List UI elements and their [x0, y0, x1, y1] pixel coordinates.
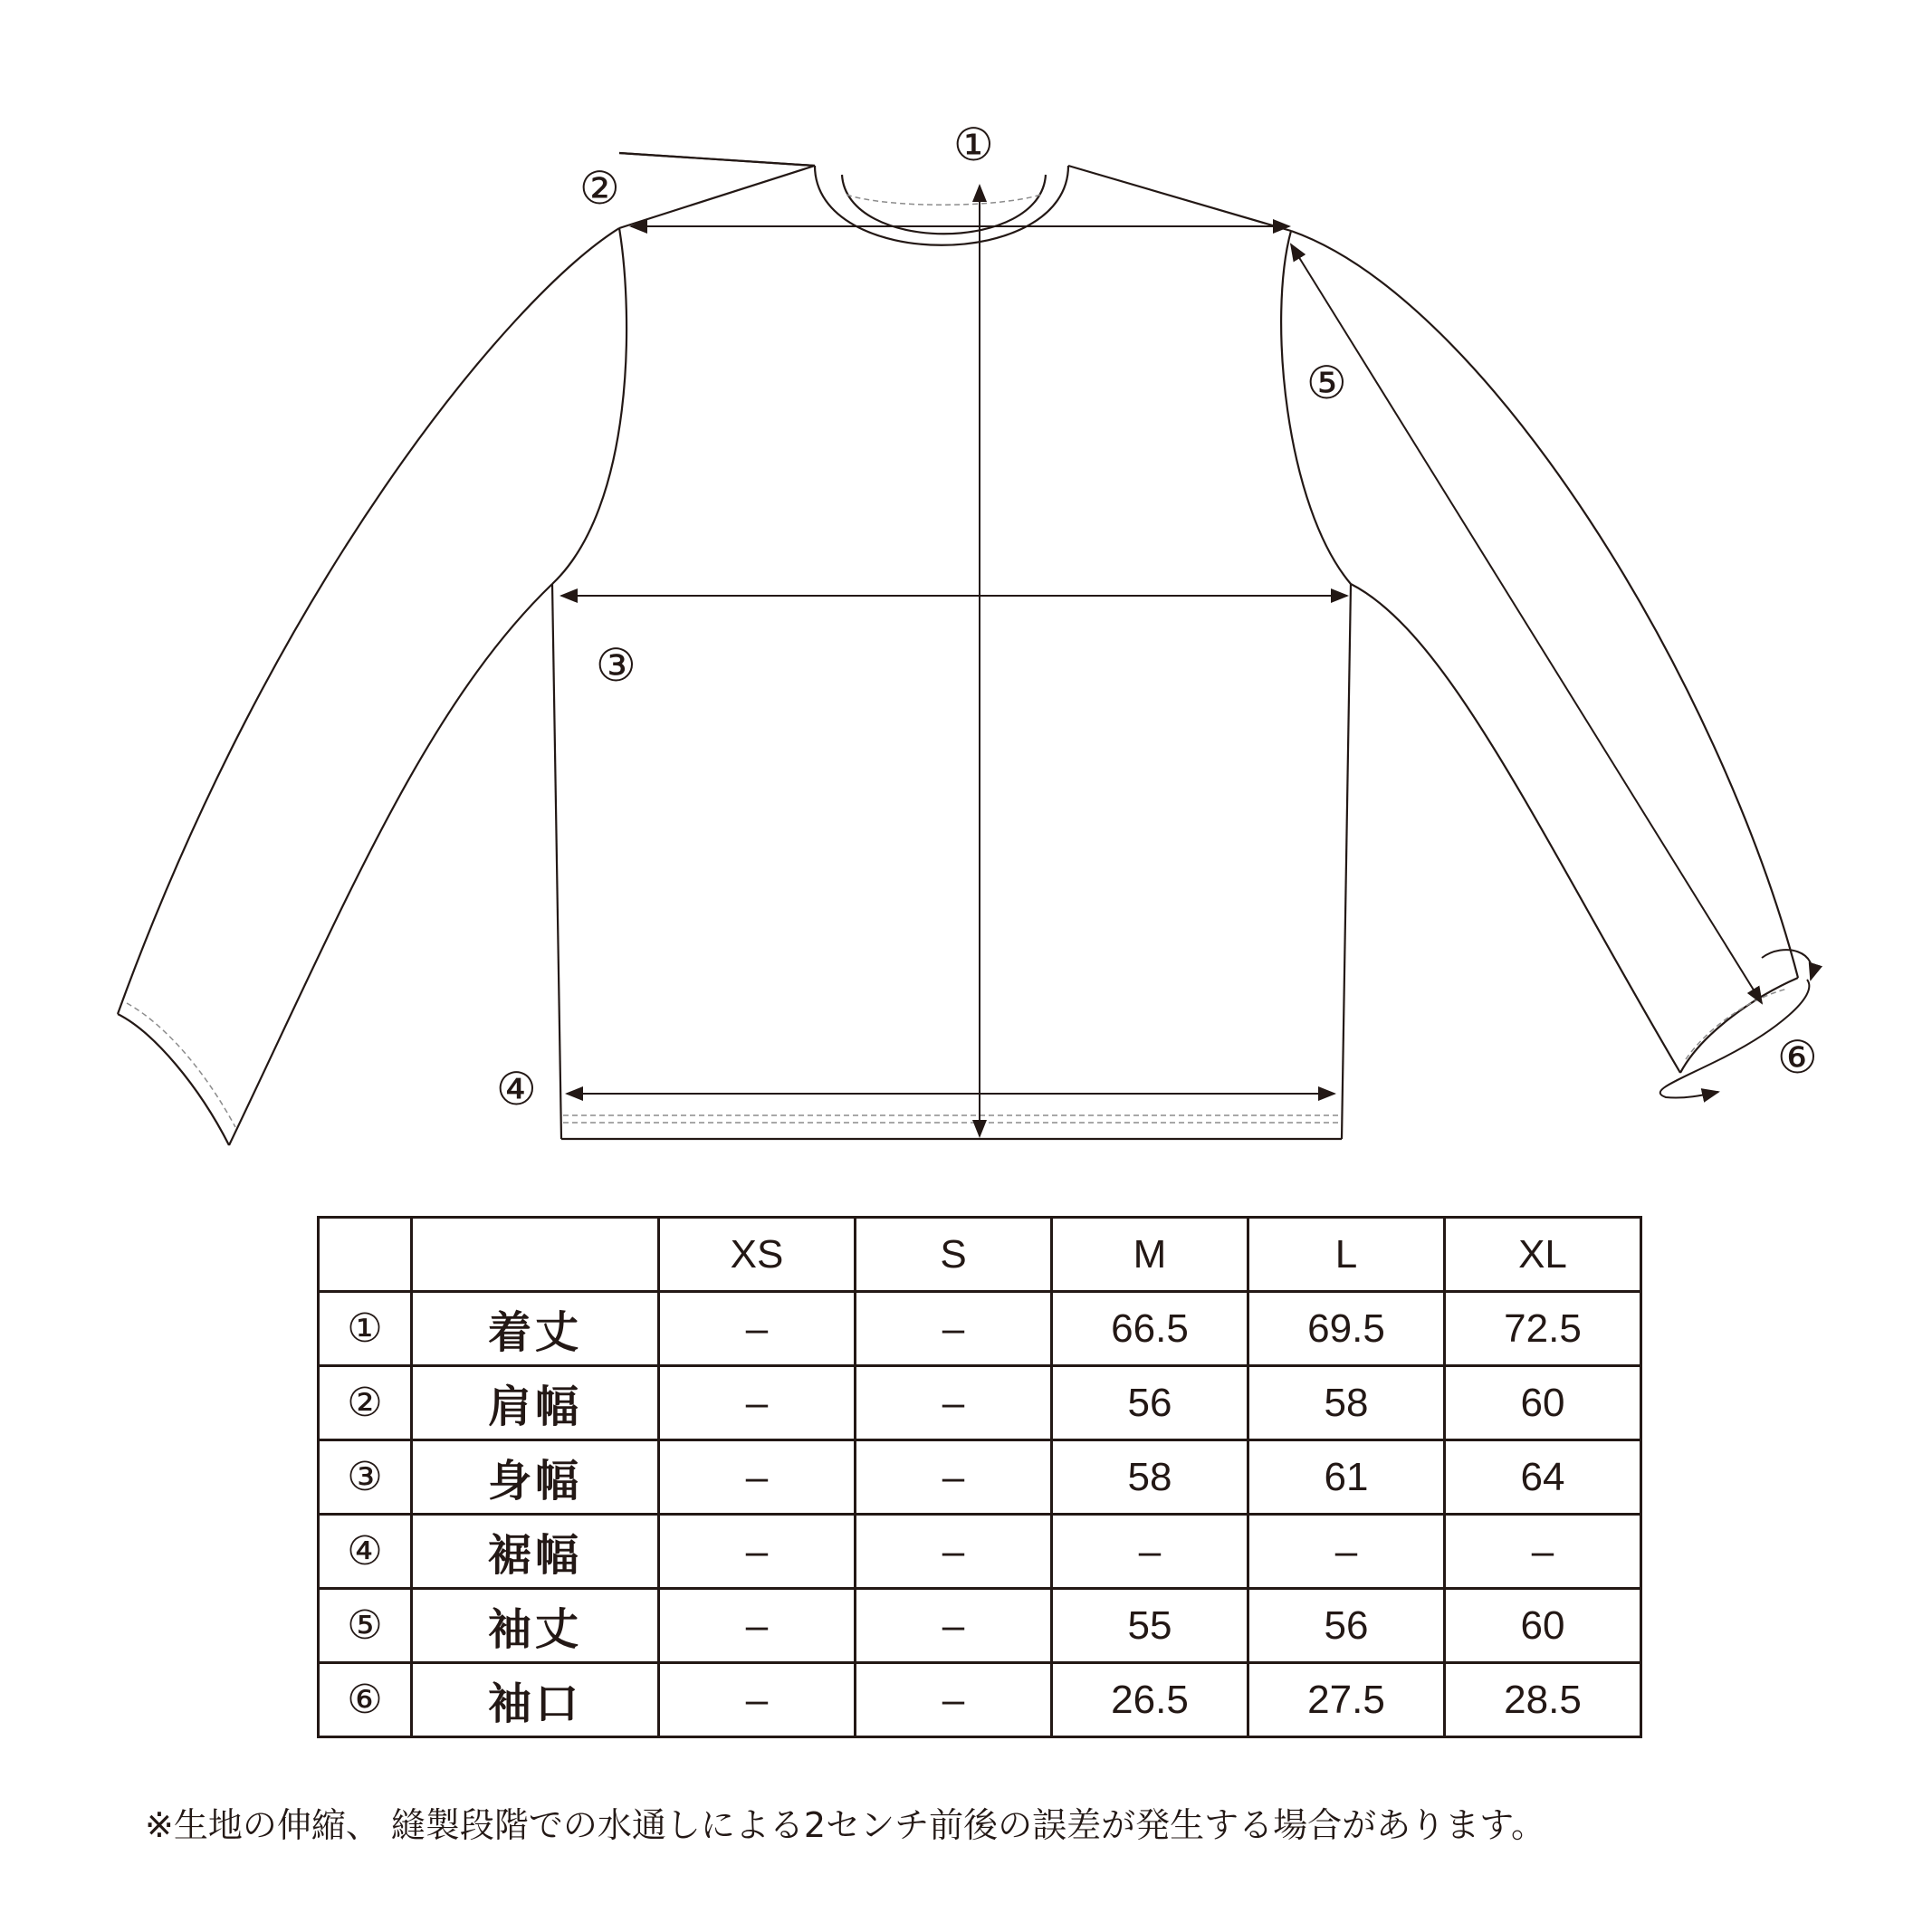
- cell-l: 58: [1248, 1366, 1445, 1440]
- table-row: [319, 1440, 1641, 1515]
- stitch-lines: [127, 195, 1788, 1127]
- row-number: ③: [319, 1440, 412, 1515]
- cell-m: 58: [1052, 1440, 1248, 1515]
- marker-6: ⑥: [1777, 1031, 1818, 1084]
- cell-s: –: [856, 1292, 1052, 1366]
- measure-arrows: [561, 186, 1812, 1136]
- cell-s: –: [856, 1589, 1052, 1663]
- table-row: [319, 1663, 1641, 1737]
- cell-l: –: [1248, 1515, 1445, 1589]
- cell-xs: –: [659, 1515, 856, 1589]
- marker-3: ③: [596, 639, 636, 692]
- cell-l: 56: [1248, 1589, 1445, 1663]
- row-label: 袖丈: [412, 1589, 659, 1663]
- cell-m: 55: [1052, 1589, 1248, 1663]
- size-table: [317, 1216, 1642, 1738]
- cell-s: –: [856, 1663, 1052, 1737]
- cell-xs: –: [659, 1366, 856, 1440]
- table-row: [319, 1589, 1641, 1663]
- marker-4: ④: [496, 1063, 537, 1115]
- table-row: [319, 1366, 1641, 1440]
- cell-xs: –: [659, 1292, 856, 1366]
- sleeve-arrow: [1291, 244, 1762, 1003]
- table-row: [319, 1515, 1641, 1589]
- cell-m: 56: [1052, 1366, 1248, 1440]
- cell-l: 69.5: [1248, 1292, 1445, 1366]
- cell-xl: 28.5: [1445, 1663, 1641, 1737]
- header-xs: XS: [659, 1218, 856, 1292]
- cell-xs: –: [659, 1663, 856, 1737]
- cell-m: –: [1052, 1515, 1248, 1589]
- cell-xl: –: [1445, 1515, 1641, 1589]
- marker-5: ⑤: [1306, 357, 1347, 409]
- row-number: ⑤: [319, 1589, 412, 1663]
- disclaimer-note: ※生地の伸縮、 縫製段階での水通しによる2センチ前後の誤差が発生する場合があります。: [145, 1805, 1546, 1845]
- row-number: ④: [319, 1515, 412, 1589]
- row-number: ⑥: [319, 1663, 412, 1737]
- cell-xs: –: [659, 1440, 856, 1515]
- cell-s: –: [856, 1366, 1052, 1440]
- row-label: 身幅: [412, 1440, 659, 1515]
- cell-xs: –: [659, 1589, 856, 1663]
- header-cell-empty-2: [412, 1218, 659, 1292]
- cell-m: 66.5: [1052, 1292, 1248, 1366]
- cell-m: 26.5: [1052, 1663, 1248, 1737]
- cell-l: 61: [1248, 1440, 1445, 1515]
- cell-xl: 60: [1445, 1366, 1641, 1440]
- header-l: L: [1248, 1218, 1445, 1292]
- table-row: [319, 1292, 1641, 1366]
- header-m: M: [1052, 1218, 1248, 1292]
- cell-xl: 72.5: [1445, 1292, 1641, 1366]
- cell-s: –: [856, 1515, 1052, 1589]
- cell-s: –: [856, 1440, 1052, 1515]
- marker-2: ②: [579, 162, 620, 215]
- cell-xl: 64: [1445, 1440, 1641, 1515]
- row-number: ①: [319, 1292, 412, 1366]
- row-label: 裾幅: [412, 1515, 659, 1589]
- header-xl: XL: [1445, 1218, 1641, 1292]
- table-header-row: [319, 1218, 1641, 1292]
- header-s: S: [856, 1218, 1052, 1292]
- marker-1: ①: [953, 119, 994, 171]
- shirt-outline: [118, 153, 1798, 1145]
- row-number: ②: [319, 1366, 412, 1440]
- row-label: 袖口: [412, 1663, 659, 1737]
- cell-xl: 60: [1445, 1589, 1641, 1663]
- row-label: 肩幅: [412, 1366, 659, 1440]
- header-cell-empty-1: [319, 1218, 412, 1292]
- row-label: 着丈: [412, 1292, 659, 1366]
- cell-l: 27.5: [1248, 1663, 1445, 1737]
